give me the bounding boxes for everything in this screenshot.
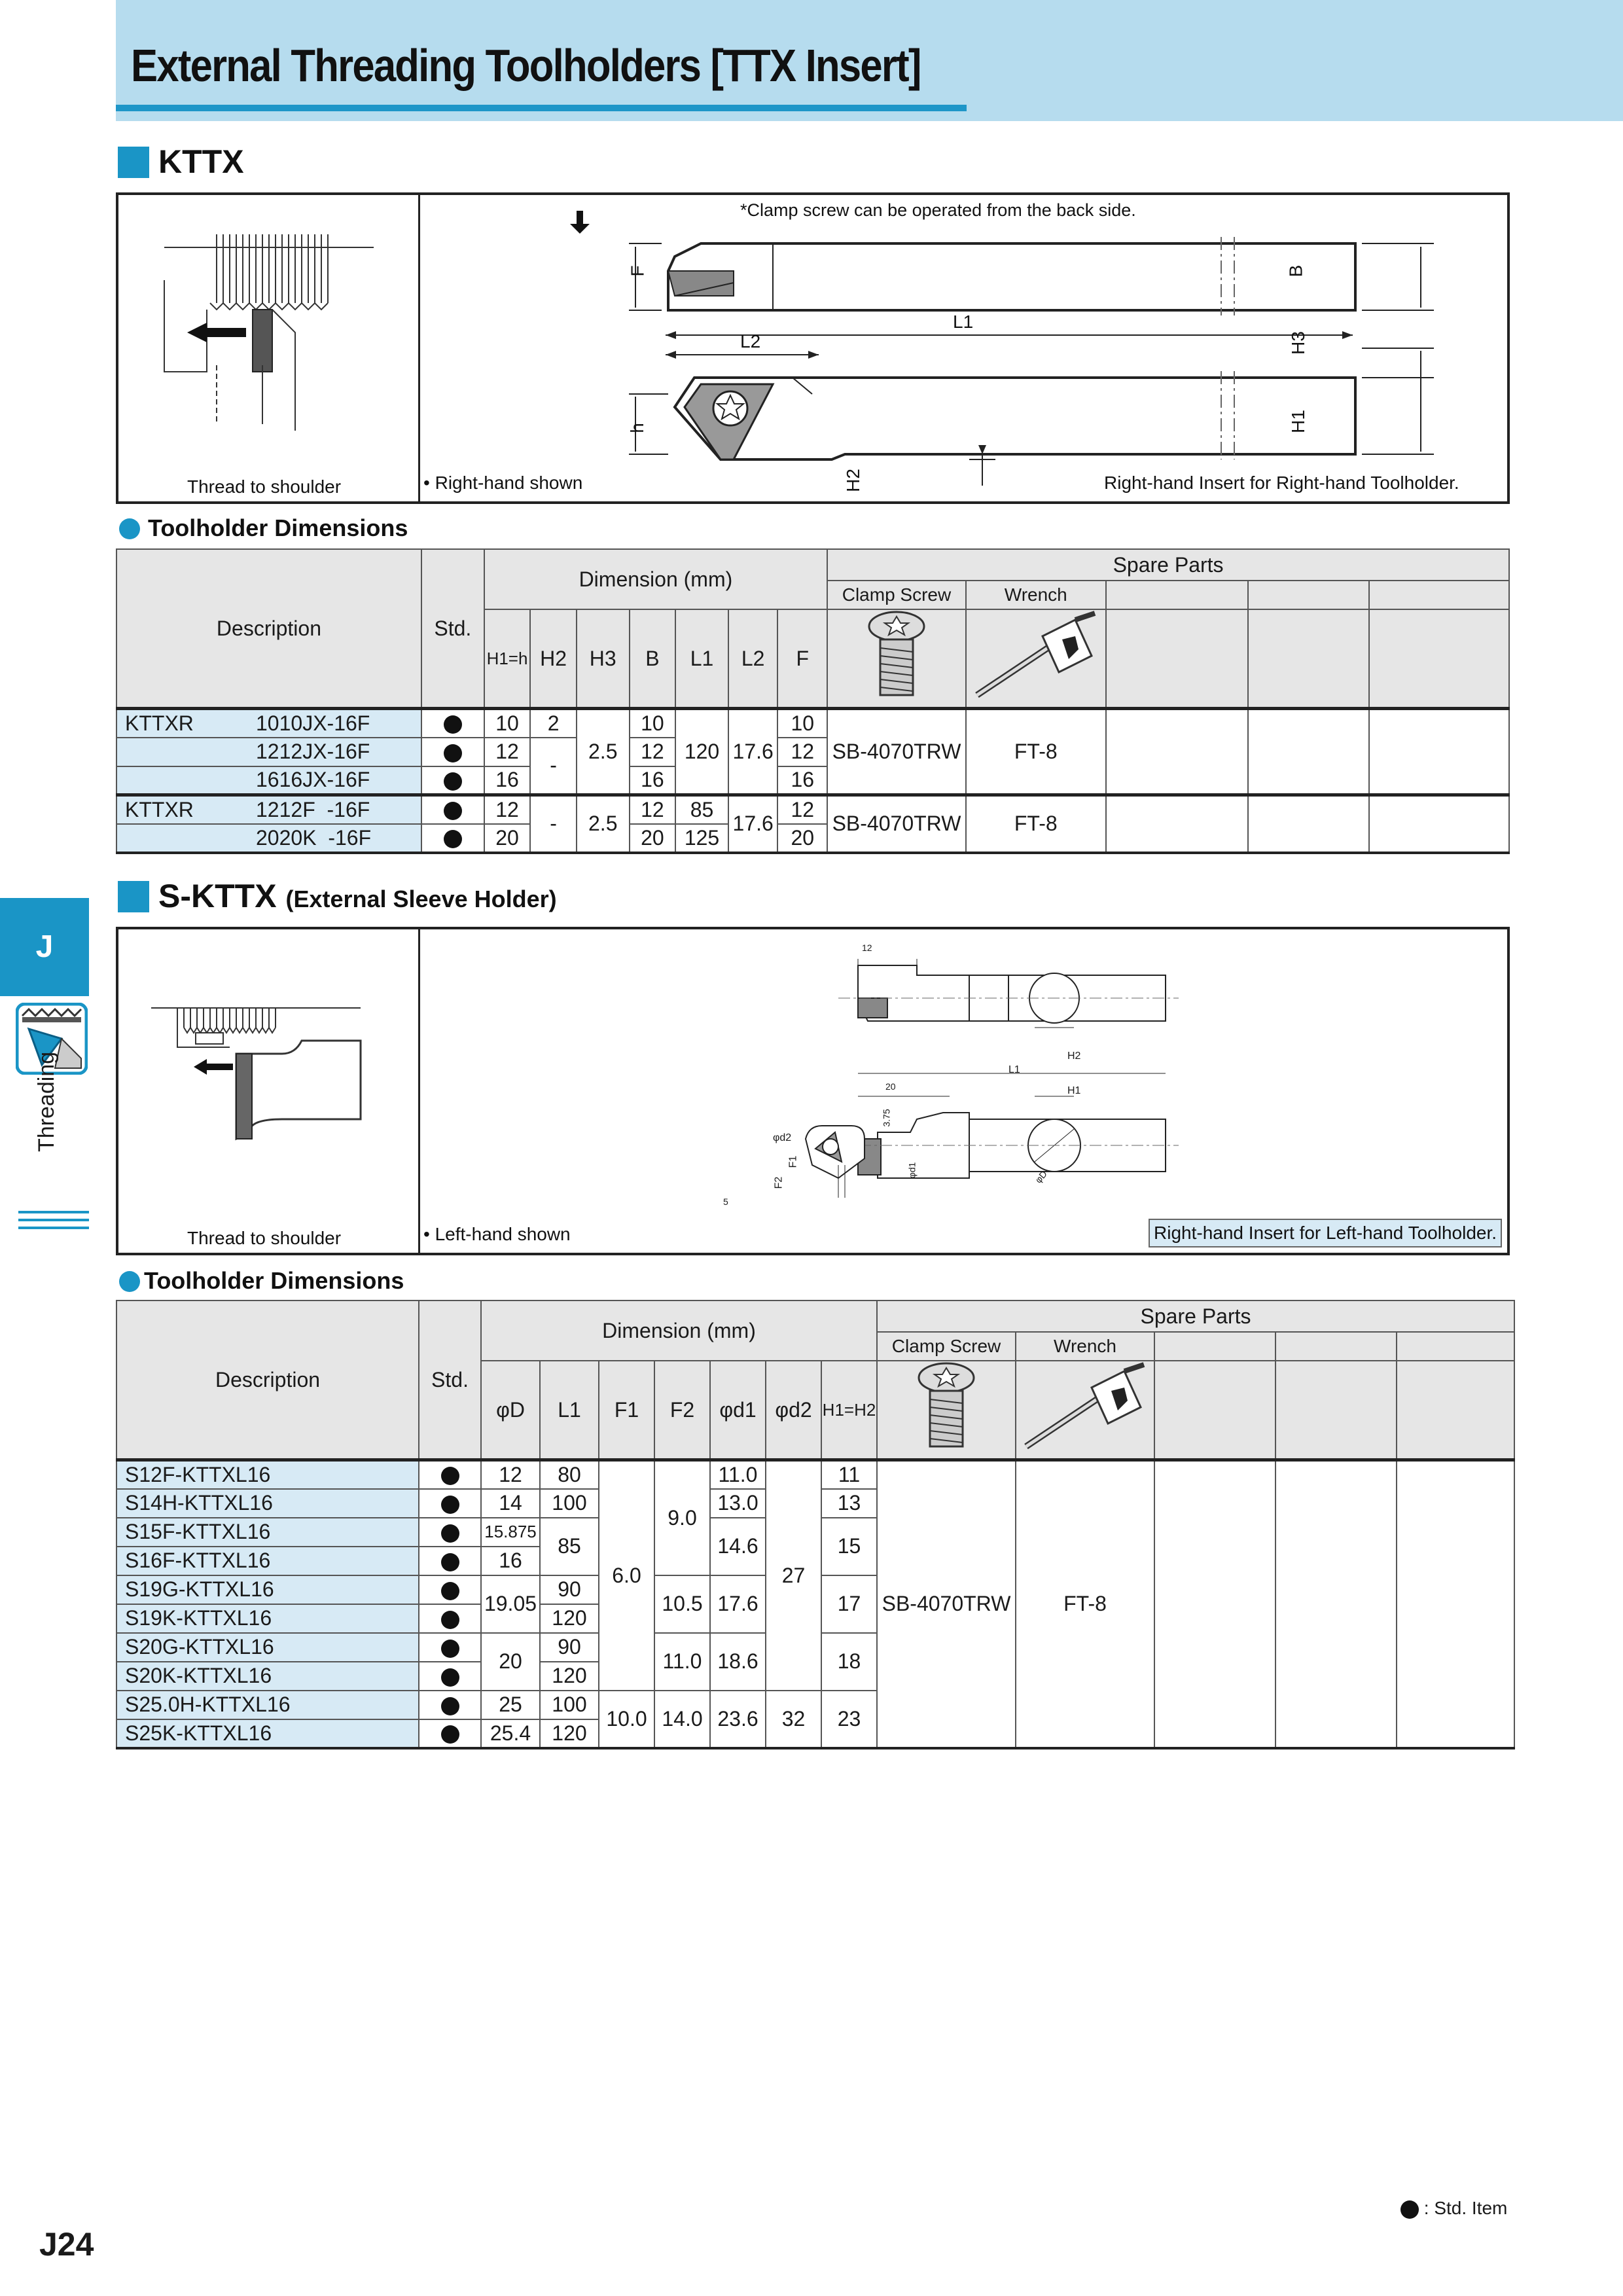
dim-label-f2: F2 <box>773 1176 785 1189</box>
cell-d: 15.875 <box>481 1518 540 1547</box>
section-marker <box>118 881 149 912</box>
cell-h2: 2 <box>530 709 577 738</box>
kttx-figure-box <box>116 192 1510 504</box>
dim-label-12: 12 <box>862 942 872 953</box>
dim-label-f: F <box>627 265 648 277</box>
cell-h1: 12 <box>484 795 531 824</box>
section-title-skttx-text: S-KTTX <box>158 878 277 914</box>
col-spare-blank <box>1369 609 1509 709</box>
row-code: S20G-KTTXL16 <box>116 1633 419 1662</box>
cell-l1: 85 <box>675 795 728 824</box>
row-code: 2020K -16F <box>256 825 372 850</box>
cell-wrench: FT-8 <box>966 709 1106 795</box>
cell-b: 10 <box>630 709 676 738</box>
col-spare-blank <box>1275 1361 1397 1460</box>
cell-f1: 10.0 <box>599 1691 654 1748</box>
header-accent-line <box>116 105 967 111</box>
dim-label-phid: φD <box>1033 1168 1049 1185</box>
thread-caption: Thread to shoulder <box>187 476 342 497</box>
cell-d2: 27 <box>766 1460 821 1691</box>
col-l1: L1 <box>675 609 728 709</box>
cell-l1: 90 <box>540 1633 599 1662</box>
cell-d1: 14.6 <box>710 1518 766 1575</box>
cell-d: 25.4 <box>481 1719 540 1748</box>
cell-h3: 2.5 <box>577 795 630 853</box>
skttx-sleeve-drawing <box>642 936 1395 1224</box>
col-spare-blank <box>1397 1332 1514 1361</box>
cell-h: 18 <box>821 1633 877 1691</box>
hand-note: • Right-hand shown <box>423 473 583 493</box>
insert-note: Right-hand Insert for Right-hand Toolholder. <box>1104 473 1459 493</box>
std-item-legend-text: : Std. Item <box>1423 2198 1508 2218</box>
col-spare-blank <box>1275 1332 1397 1361</box>
cell-l1: 85 <box>540 1518 599 1575</box>
cell-l1: 100 <box>540 1691 599 1719</box>
col-b: B <box>630 609 676 709</box>
cell-blank <box>1248 795 1370 853</box>
std-mark <box>421 795 484 824</box>
col-spare-blank <box>1106 609 1248 709</box>
skttx-figure-box <box>116 927 1510 1255</box>
hand-note-text: Right-hand shown <box>435 473 583 493</box>
col-description: Description <box>116 1300 419 1460</box>
page-title: External Threading Toolholders [TTX Insert] <box>131 40 921 91</box>
cell-f2: 14.0 <box>654 1691 710 1748</box>
col-l1: L1 <box>540 1361 599 1460</box>
row-code: 1212JX-16F <box>256 740 370 763</box>
side-rule <box>18 1211 89 1213</box>
cell-h: 15 <box>821 1518 877 1575</box>
col-f: F <box>777 609 827 709</box>
cell-blank <box>1397 1460 1514 1748</box>
cell-d1: 18.6 <box>710 1633 766 1691</box>
cell-h3: 2.5 <box>577 709 630 795</box>
clamp-screw-icon <box>827 609 966 709</box>
cell-l1: 120 <box>540 1719 599 1748</box>
dim-label-b: B <box>1285 264 1306 278</box>
cell-l1: 100 <box>540 1489 599 1518</box>
cell-d1: 23.6 <box>710 1691 766 1748</box>
std-dot-icon <box>441 1725 459 1744</box>
col-spare-blank <box>1369 581 1509 609</box>
cell-h1: 20 <box>484 824 531 853</box>
std-mark <box>421 738 484 766</box>
cell-b: 16 <box>630 766 676 795</box>
cell-clamp-screw: SB-4070TRW <box>827 795 966 853</box>
table-row <box>116 1460 1514 1489</box>
cell-l2: 17.6 <box>728 795 778 853</box>
col-h1-h2: H1=H2 <box>821 1361 877 1460</box>
col-wrench: Wrench <box>1016 1332 1154 1361</box>
dim-label-h1: H1 <box>1287 410 1308 433</box>
dim-label-h2: H2 <box>842 469 863 492</box>
row-description <box>116 709 421 738</box>
std-dot-icon <box>441 1582 459 1600</box>
dim-label-h1: H1 <box>1067 1085 1081 1096</box>
cell-blank <box>1106 709 1248 795</box>
row-code: S14H-KTTXL16 <box>116 1489 419 1518</box>
section-subtitle: (External Sleeve Holder) <box>285 886 557 912</box>
side-rule <box>18 1219 89 1221</box>
col-spare-blank <box>1248 581 1370 609</box>
dim-label-h: h <box>626 423 647 433</box>
col-dimension: Dimension (mm) <box>484 549 827 609</box>
std-dot-icon <box>441 1668 459 1687</box>
thread-to-shoulder-diagram <box>158 234 393 450</box>
col-phi-d2: φd2 <box>766 1361 821 1460</box>
row-code: S25.0H-KTTXL16 <box>116 1691 419 1719</box>
row-code: S20K-KTTXL16 <box>116 1662 419 1691</box>
clamp-screw-note: *Clamp screw can be operated from the back side. <box>740 200 1136 220</box>
dim-label-l2: L2 <box>740 331 761 351</box>
page-number: J24 <box>39 2226 94 2263</box>
clamp-screw-note-text: Clamp screw can be operated from the back side. <box>747 200 1136 220</box>
std-mark <box>419 1633 481 1662</box>
col-f2: F2 <box>654 1361 710 1460</box>
std-mark <box>419 1518 481 1547</box>
cell-b: 20 <box>630 824 676 853</box>
std-mark <box>421 824 484 853</box>
figure-divider <box>418 929 420 1253</box>
cell-d: 16 <box>481 1547 540 1575</box>
kttx-dimension-table <box>116 548 1510 854</box>
table-row <box>116 709 1509 738</box>
section-title-kttx: KTTX <box>158 143 244 180</box>
cell-wrench: FT-8 <box>966 795 1106 853</box>
cell-blank <box>1106 795 1248 853</box>
cell-l1: 120 <box>675 709 728 795</box>
std-dot-icon <box>1400 2200 1419 2219</box>
col-dimension: Dimension (mm) <box>481 1300 877 1361</box>
std-dot-icon <box>444 830 462 848</box>
cell-h: 11 <box>821 1460 877 1489</box>
cell-f1: 6.0 <box>599 1460 654 1691</box>
cell-l1: 120 <box>540 1604 599 1633</box>
cell-d: 25 <box>481 1691 540 1719</box>
col-clamp-screw: Clamp Screw <box>877 1332 1016 1361</box>
cell-f2: 10.5 <box>654 1575 710 1633</box>
col-wrench: Wrench <box>966 581 1106 609</box>
row-code: 1616JX-16F <box>256 768 370 792</box>
kttx-toolholder-drawing <box>426 198 1506 499</box>
std-mark <box>419 1662 481 1691</box>
skttx-table-title: Toolholder Dimensions <box>144 1267 404 1294</box>
std-mark <box>419 1460 481 1489</box>
std-dot-icon <box>441 1640 459 1658</box>
std-dot-icon <box>441 1467 459 1485</box>
dim-label-l1: L1 <box>953 312 974 332</box>
std-dot-icon <box>441 1496 459 1514</box>
cell-h2: - <box>530 738 577 795</box>
row-code: 1010JX-16F <box>256 711 370 735</box>
table-row <box>116 795 1509 824</box>
col-spare-blank <box>1154 1361 1275 1460</box>
wrench-icon <box>1016 1361 1154 1460</box>
row-code: S16F-KTTXL16 <box>116 1547 419 1575</box>
chapter-label: Threading <box>34 1051 59 1152</box>
cell-d1: 17.6 <box>710 1575 766 1633</box>
cell-d: 14 <box>481 1489 540 1518</box>
std-mark <box>419 1719 481 1748</box>
std-dot-icon <box>444 772 462 791</box>
row-description <box>116 795 421 824</box>
dim-label-phid1: φd1 <box>906 1162 918 1179</box>
col-h1: H1=h <box>484 609 531 709</box>
col-h3: H3 <box>577 609 630 709</box>
cell-l1: 120 <box>540 1662 599 1691</box>
cell-blank <box>1369 795 1509 853</box>
clamp-screw-icon <box>877 1361 1016 1460</box>
cell-blank <box>1275 1460 1397 1748</box>
dim-label-phid2: φd2 <box>773 1132 792 1143</box>
std-mark <box>421 766 484 795</box>
cell-wrench: FT-8 <box>1016 1460 1154 1748</box>
col-spare-blank <box>1106 581 1248 609</box>
dim-label-l1: L1 <box>1008 1064 1020 1075</box>
col-spare-blank <box>1397 1361 1514 1460</box>
cell-blank <box>1154 1460 1275 1748</box>
cell-blank <box>1369 709 1509 795</box>
cell-h1: 16 <box>484 766 531 795</box>
row-code: 1212F -16F <box>256 797 370 821</box>
cell-f: 16 <box>777 766 827 795</box>
col-spare-blank <box>1154 1332 1275 1361</box>
thread-to-shoulder-diagram <box>145 1001 406 1185</box>
col-spare-parts: Spare Parts <box>877 1300 1514 1332</box>
figure-divider <box>418 195 420 501</box>
wrench-icon <box>966 609 1106 709</box>
subhead-bullet <box>119 1271 140 1292</box>
std-mark <box>419 1604 481 1633</box>
cell-f2: 11.0 <box>654 1633 710 1691</box>
cell-h2: - <box>530 795 577 853</box>
cell-clamp-screw: SB-4070TRW <box>877 1460 1016 1748</box>
cell-l2: 17.6 <box>728 709 778 795</box>
cell-l1: 125 <box>675 824 728 853</box>
row-code: S12F-KTTXL16 <box>116 1460 419 1489</box>
hand-note-text: Left-hand shown <box>435 1224 571 1244</box>
cell-d1: 11.0 <box>710 1460 766 1489</box>
cell-d1: 13.0 <box>710 1489 766 1518</box>
cell-h: 13 <box>821 1489 877 1518</box>
col-phi-d1: φd1 <box>710 1361 766 1460</box>
cell-d: 12 <box>481 1460 540 1489</box>
col-std: Std. <box>421 549 484 709</box>
cell-h1: 10 <box>484 709 531 738</box>
insert-note: Right-hand Insert for Left-hand Toolholder. <box>1149 1219 1502 1247</box>
cell-clamp-screw: SB-4070TRW <box>827 709 966 795</box>
dim-label-h3: H3 <box>1287 331 1308 355</box>
row-code: S15F-KTTXL16 <box>116 1518 419 1547</box>
kttx-table-title: Toolholder Dimensions <box>148 514 408 541</box>
cell-f: 10 <box>777 709 827 738</box>
std-dot-icon <box>444 802 462 820</box>
std-dot-icon <box>441 1524 459 1543</box>
cell-b: 12 <box>630 738 676 766</box>
col-clamp-screw: Clamp Screw <box>827 581 966 609</box>
dim-label-375: 3.75 <box>881 1109 892 1127</box>
cell-d2: 32 <box>766 1691 821 1748</box>
std-dot-icon <box>441 1697 459 1715</box>
std-mark <box>419 1489 481 1518</box>
dim-label-20: 20 <box>885 1081 896 1092</box>
row-prefix: KTTXR <box>125 797 194 821</box>
section-marker <box>118 147 149 178</box>
dim-label-f1: F1 <box>787 1155 799 1168</box>
row-prefix: KTTXR <box>125 711 194 735</box>
row-description <box>116 766 421 795</box>
std-dot-icon <box>444 744 462 762</box>
side-rule <box>18 1227 89 1229</box>
std-mark <box>419 1691 481 1719</box>
std-mark <box>419 1575 481 1604</box>
cell-d: 19.05 <box>481 1575 540 1633</box>
col-phi-d: φD <box>481 1361 540 1460</box>
cell-h: 23 <box>821 1691 877 1748</box>
std-mark <box>421 709 484 738</box>
col-spare-blank <box>1248 609 1370 709</box>
col-f1: F1 <box>599 1361 654 1460</box>
cell-d: 20 <box>481 1633 540 1691</box>
thread-caption: Thread to shoulder <box>187 1228 342 1248</box>
col-std: Std. <box>419 1300 481 1460</box>
std-dot-icon <box>441 1553 459 1571</box>
cell-l1: 80 <box>540 1460 599 1489</box>
chapter-tab[interactable]: J <box>0 898 89 996</box>
cell-f: 12 <box>777 795 827 824</box>
row-code: S25K-KTTXL16 <box>116 1719 419 1748</box>
col-l2: L2 <box>728 609 778 709</box>
cell-f: 20 <box>777 824 827 853</box>
row-code: S19K-KTTXL16 <box>116 1604 419 1633</box>
col-spare-parts: Spare Parts <box>827 549 1509 581</box>
cell-blank <box>1248 709 1370 795</box>
section-title-skttx <box>158 877 557 915</box>
std-item-legend <box>1400 2198 1507 2219</box>
cell-b: 12 <box>630 795 676 824</box>
row-description <box>116 738 421 766</box>
col-h2: H2 <box>530 609 577 709</box>
cell-l1: 90 <box>540 1575 599 1604</box>
row-code: S19G-KTTXL16 <box>116 1575 419 1604</box>
std-dot-icon <box>441 1611 459 1629</box>
dim-label-5: 5 <box>723 1196 728 1207</box>
subhead-bullet <box>119 518 140 539</box>
col-description: Description <box>116 549 421 709</box>
dim-label-h2: H2 <box>1067 1050 1081 1062</box>
std-mark <box>419 1547 481 1575</box>
row-description <box>116 824 421 853</box>
cell-h1: 12 <box>484 738 531 766</box>
std-dot-icon <box>444 715 462 734</box>
cell-f: 12 <box>777 738 827 766</box>
skttx-dimension-table <box>116 1300 1515 1749</box>
cell-f2: 9.0 <box>654 1460 710 1575</box>
cell-h: 17 <box>821 1575 877 1633</box>
hand-note: • Left-hand shown <box>423 1224 571 1244</box>
